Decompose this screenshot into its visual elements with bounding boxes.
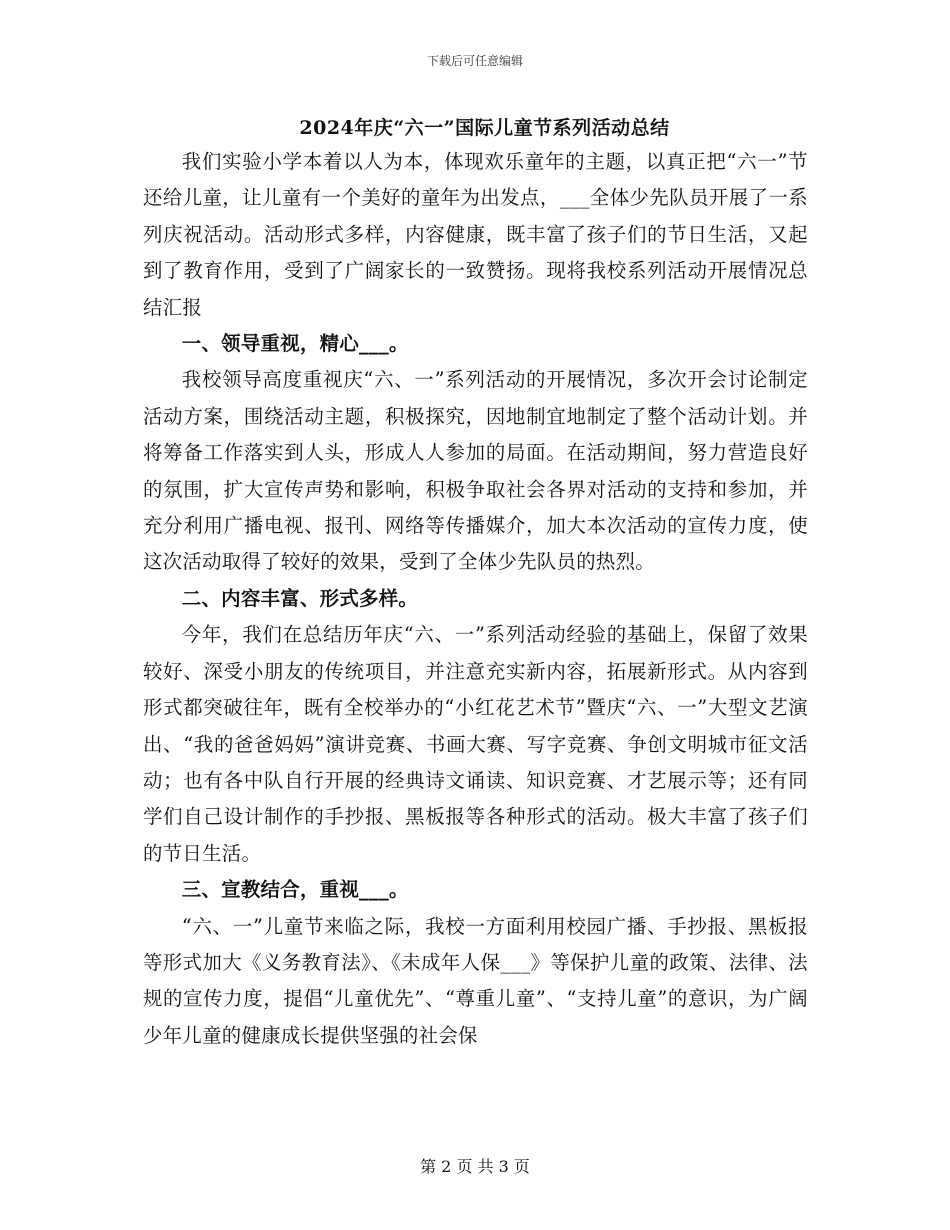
- document-body: [143, 112, 808, 1054]
- section-3-body: “六、一”儿童节来临之际，我校一方面利用校园广播、手抄报、黑板报等形式加大《义务教育法》、《未成年人保___》等保护儿童的政策、法律、法规的宣传力度，提倡“儿童优先”、“尊重儿童”、“支持儿童”的意识，为广阔少年儿童的健康成长提供坚强的社会保: [143, 914, 808, 1047]
- intro-paragraph: 我们实验小学本着以人为本，体现欢乐童年的主题，以真正把“六一”节还给儿童，让儿童有一个美好的童年为出发点，___全体少先队员开展了一系列庆祝活动。活动形式多样，内容健康，既丰富了孩子们的节日生活，又起到了教育作用，受到了广阔家长的一致赞扬。现将我校系列活动开展情况总结汇报: [143, 150, 808, 319]
- section-3-heading: 三、宣教结合，重视___。: [181, 878, 409, 902]
- header-note: 下载后可任意编辑: [426, 54, 523, 68]
- section-1-heading: 一、领导重视，精心___。: [181, 332, 409, 356]
- page-number: 第 2 页 共 3 页: [420, 1157, 530, 1176]
- section-1-body: 我校领导高度重视庆“六、一”系列活动的开展情况，多次开会讨论制定活动方案，围绕活动主题，积极探究，因地制宜地制定了整个活动计划。并将筹备工作落实到人头，形成人人参加的局面。在活动期间，努力营造良好的氛围，扩大宣传声势和影响，积极争取社会各界对活动的支持和参加，并充分利用广播电视、报刊、网络等传播媒介，加大本次活动的宣传力度，使这次活动取得了较好的效果，受到了全体少先队员的热烈。: [143, 368, 808, 574]
- section-2-heading: 二、内容丰富、形式多样。: [181, 586, 419, 610]
- document-title: 2024年庆“六一”国际儿童节系列活动总结: [299, 117, 670, 139]
- section-2-body: 今年，我们在总结历年庆“六、一”系列活动经验的基础上，保留了效果较好、深受小朋友的传统项目，并注意充实新内容，拓展新形式。从内容到形式都突破往年，既有全校举办的“小红花艺术节”暨庆“六、一”大型文艺演出、“我的爸爸妈妈”演讲竞赛、书画大赛、写字竞赛、争创文明城市征文活动；也有各中队自行开展的经典诗文诵读、知识竞赛、才艺展示等；还有同学们自己设计制作的手抄报、黑板报等各种形式的活动。极大丰富了孩子们的节日生活。: [143, 623, 808, 865]
